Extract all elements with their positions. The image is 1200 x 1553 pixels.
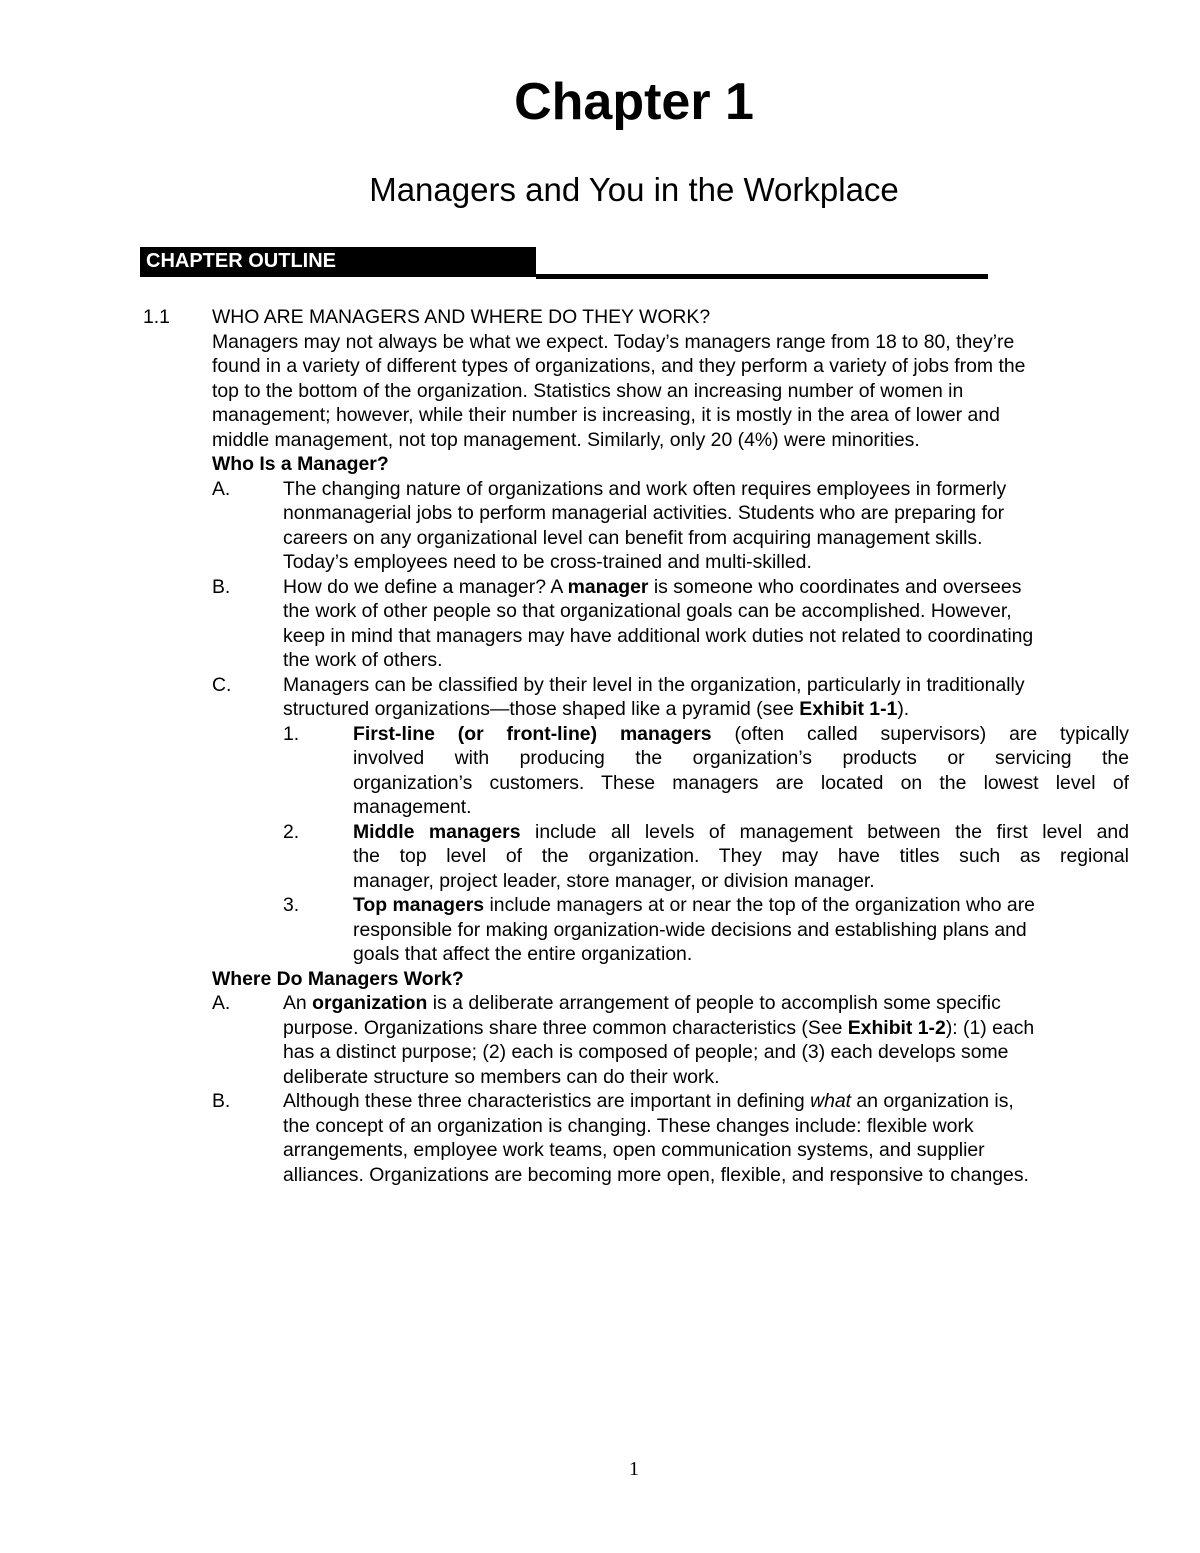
section-number: 1.1	[143, 306, 170, 328]
subheading-where-do-managers-work: Where Do Managers Work?	[212, 967, 464, 990]
list-label: 2.	[283, 820, 300, 843]
exhibit-reference: Exhibit 1-1	[799, 698, 898, 720]
list-label: 3.	[283, 894, 300, 916]
subheading-line	[0, 967, 1200, 992]
paragraph-line: top to the bottom of the organization. Statistics show an increasing number of women in	[212, 379, 964, 402]
sub-list-item: 3. Top managers include managers at or near the top of the organization who are	[283, 894, 1035, 916]
emphasis: what	[810, 1090, 852, 1112]
sub-list-item: 1. First-line (or front-line) managers (often called supervisors) are typically	[283, 722, 1129, 745]
exhibit-reference: Exhibit 1-2	[847, 1016, 946, 1039]
sub-list-item: 2. Middle managers include all levels of management between the first level and	[283, 820, 1129, 843]
list-label: A.	[212, 992, 231, 1014]
paragraph-line: middle management, not top management. Similarly, only 20 (4%) were minorities.	[212, 428, 920, 451]
list-item: C. Managers can be classified by their level in the organization, particularly in traditionally	[212, 673, 1025, 696]
key-term: Middle managers	[353, 820, 521, 843]
list-label: C.	[212, 673, 232, 696]
outline-divider	[536, 274, 988, 279]
chapter-title: Chapter 1	[514, 73, 754, 131]
list-item: B. Although these three characteristics are important in defining what an organization is,	[212, 1090, 1014, 1112]
paragraph-line: management; however, while their number is increasing, it is mostly in the area of lower and	[212, 404, 1000, 426]
list-label: B.	[212, 575, 231, 598]
page-number: 1	[629, 1458, 639, 1480]
list-label: 1.	[283, 722, 300, 745]
chapter-outline-banner: CHAPTER OUTLINE	[140, 247, 536, 277]
list-item: A. An organization is a deliberate arrangement of people to accomplish some specific	[212, 992, 1001, 1014]
key-term: Top managers	[353, 894, 485, 916]
section-heading: WHO ARE MANAGERS AND WHERE DO THEY WORK?	[212, 306, 711, 328]
chapter-subtitle: Managers and You in the Workplace	[369, 171, 899, 208]
list-item: B. How do we define a manager? A manager is someone who coordinates and oversees	[212, 575, 1022, 598]
subheading-line	[0, 452, 1200, 477]
key-term: organization	[312, 992, 428, 1014]
paragraph-line: found in a variety of different types of organizations, and they perform a variety of jobs from the	[212, 355, 1026, 377]
list-label: A.	[212, 477, 231, 500]
section-heading-line	[0, 305, 1200, 330]
paragraph-line: Managers may not always be what we expect. Today’s managers range from 18 to 80, they’re	[212, 330, 1015, 353]
subheading-who-is-a-manager: Who Is a Manager?	[212, 453, 389, 475]
key-term: First-line (or front-line) managers	[353, 722, 712, 745]
outline-body: 1.1 WHO ARE MANAGERS AND WHERE DO THEY WORK? Managers may not always be what we expect. Today’s managers range from 18 to 80, they’re found in a variety of different types of organizations, and they perform a variety of jobs from the top to the bottom of the organization. Statistics show an increasing number of women in management; however, while their number is increasing, it is mostly in the area of lower and middle management, not top management. Similarly, only 20 (4%) were minorities. Who Is a Manager? A. The changing nature of organizations and work often requires employees in formerly nonmanagerial jobs to perform managerial activities. Students who are preparing for careers on any organizational level can benefit from acquiring management skills. Today’s employees need to be cross-trained and multi-skilled. B. How do we define a manager? A manager is someone who coordinates and oversees the work of other people so that organizational goals can be accomplished. However, keep in mind that managers may have additional work duties not related to coordinating the work of others. C. Managers can be classified by their level in the organization, particularly in traditionally structured organizations—those shaped like a pyramid (see Exhibit 1-1). 1. First-line (or front-line) managers (often called supervisors) are typically involved with producing the organization’s products or servicing the organization’s customers. These managers are located on the lowest level of management. 2. Middle managers include all levels of management between the first level and the top level of the organization. They may have titles such as regional manager, project leader, store manager, or division manager. 3. Top managers include managers at or near the top of the organization who are responsible for making organization-wide decisions and establishing plans and goals that affect the entire organization. Where Do Managers Work? A. An organization is a deliberate arrangement of people to accomplish some specific purpose. Organizations share three common characteristics (See Exhibit 1-2): (1) each has a distinct purpose; (2) each is composed of people; and (3) each develops some deliberate structure so members can do their work. B. Although these three characteristics are important in defining what an organization is, the concept of an organization is changing. These changes include: flexible work arrangements, employee work teams, open communication systems, and supplier alliances. Organizations are becoming more open, flexible, and responsive to changes.	[0, 305, 1200, 1187]
list-label: B.	[212, 1090, 231, 1112]
key-term: manager	[567, 575, 649, 598]
list-item: A. The changing nature of organizations and work often requires employees in formerly	[212, 477, 1007, 500]
